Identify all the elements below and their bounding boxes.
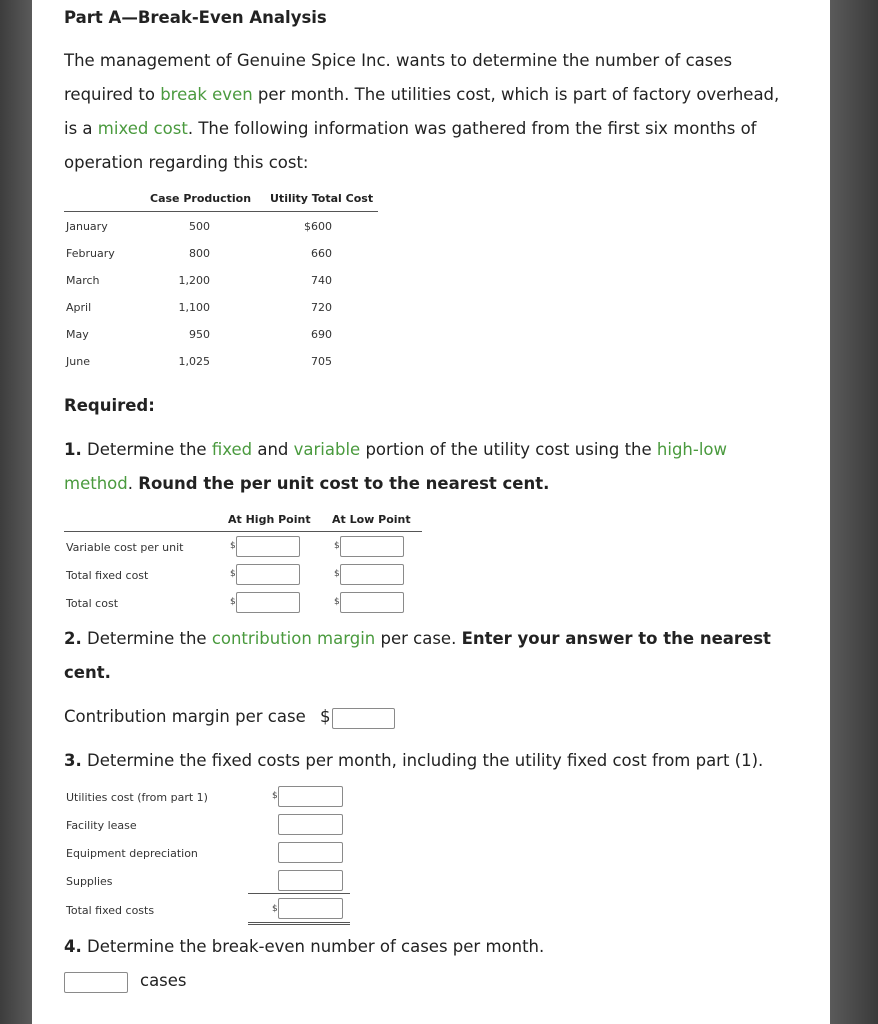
q1-text-a: Determine the <box>81 440 212 459</box>
high-low-link[interactable]: high-low <box>656 440 728 459</box>
row-cases: 500 <box>189 220 210 233</box>
row-cases: 1,100 <box>178 301 210 314</box>
intro-text-2a: required to <box>64 85 161 104</box>
currency-symbol: $ <box>272 791 278 801</box>
currency-symbol: $ <box>334 541 340 551</box>
currency-symbol: $ <box>320 707 331 726</box>
row-cases: 1,025 <box>178 355 210 368</box>
document-page <box>32 0 830 1024</box>
currency-symbol: $ <box>230 569 236 579</box>
currency-symbol: $ <box>334 597 340 607</box>
intro-text-2b: per month. The utilities cost, which is part of factory overhead, <box>252 85 780 104</box>
q1-line-1 <box>64 433 727 467</box>
row-cases: 800 <box>189 247 210 260</box>
q1-text-b: and <box>252 440 294 459</box>
row-cost: 690 <box>311 328 332 341</box>
intro-line-2 <box>64 78 779 112</box>
supplies-label: Supplies <box>66 875 113 888</box>
intro-line-1 <box>64 44 732 78</box>
break-even-link[interactable]: break even <box>160 85 253 104</box>
intro-text-4: operation regarding this cost: <box>64 153 309 172</box>
high-variable-cost-input[interactable] <box>236 536 300 557</box>
high-total-cost-input[interactable] <box>236 592 300 613</box>
q2-line-1 <box>64 622 771 656</box>
row-month: April <box>66 301 92 314</box>
q2-instruction-end: cent. <box>64 663 111 682</box>
q4-line <box>64 930 544 964</box>
q2-instruction: Enter your answer to the nearest <box>461 629 771 648</box>
total-fixed-costs-input[interactable] <box>278 898 343 919</box>
table-header-rule <box>64 211 378 212</box>
total-double-rule-1 <box>248 922 350 923</box>
row-month: January <box>66 220 108 233</box>
row-month: May <box>66 328 89 341</box>
intro-line-4 <box>64 146 309 180</box>
mixed-cost-link[interactable]: mixed cost <box>97 119 188 138</box>
right-frame <box>830 0 878 1024</box>
equipment-depreciation-label: Equipment depreciation <box>66 847 198 860</box>
required-heading: Required: <box>64 396 155 415</box>
method-link[interactable]: method <box>64 474 128 493</box>
contribution-margin-input[interactable] <box>332 708 395 729</box>
q1-instruction: Round the per unit cost to the nearest cent. <box>138 474 550 493</box>
high-fixed-cost-input[interactable] <box>236 564 300 585</box>
q1-number: 1. <box>64 440 82 459</box>
intro-line-3 <box>64 112 757 146</box>
supplies-input[interactable] <box>278 870 343 891</box>
row-cost: 705 <box>311 355 332 368</box>
row-cases: 1,200 <box>178 274 210 287</box>
q3-line <box>64 744 763 778</box>
intro-text-1: The management of Genuine Spice Inc. wants to determine the number of cases <box>64 51 733 70</box>
equipment-depreciation-input[interactable] <box>278 842 343 863</box>
cases-unit-label: cases <box>140 971 187 990</box>
variable-link[interactable]: variable <box>293 440 361 459</box>
header-case-production: Case Production <box>150 192 252 205</box>
currency-symbol: $ <box>230 597 236 607</box>
facility-lease-label: Facility lease <box>66 819 137 832</box>
q2-number: 2. <box>64 629 82 648</box>
variable-cost-label: Variable cost per unit <box>66 541 184 554</box>
q2-line-2 <box>64 656 111 690</box>
q1-line-2 <box>64 467 549 501</box>
contribution-margin-link[interactable]: contribution margin <box>211 629 376 648</box>
sum-rule <box>248 893 350 894</box>
row-cases: 950 <box>189 328 210 341</box>
q2-text-b: per case. <box>375 629 462 648</box>
left-frame <box>0 0 32 1024</box>
header-high-point: At High Point <box>228 513 311 526</box>
q2-text-a: Determine the <box>81 629 212 648</box>
break-even-cases-input[interactable] <box>64 972 128 993</box>
low-total-cost-input[interactable] <box>340 592 404 613</box>
q3-number: 3. <box>64 751 82 770</box>
intro-text-3a: is a <box>64 119 98 138</box>
utilities-cost-input[interactable] <box>278 786 343 807</box>
header-low-point: At Low Point <box>332 513 411 526</box>
row-month: March <box>66 274 100 287</box>
q4-text: Determine the break-even number of cases per month. <box>81 937 545 956</box>
currency-symbol: $ <box>272 904 278 914</box>
utilities-cost-label: Utilities cost (from part 1) <box>66 791 208 804</box>
row-cost: 660 <box>311 247 332 260</box>
header-utility-total-cost: Utility Total Cost <box>270 192 374 205</box>
row-month: June <box>66 355 90 368</box>
fixed-link[interactable]: fixed <box>211 440 253 459</box>
low-variable-cost-input[interactable] <box>340 536 404 557</box>
q4-number: 4. <box>64 937 82 956</box>
row-cost: 720 <box>311 301 332 314</box>
q3-text: Determine the fixed costs per month, including the utility fixed cost from part (1). <box>81 751 764 770</box>
total-double-rule-2 <box>248 924 350 925</box>
currency-symbol: $ <box>230 541 236 551</box>
facility-lease-input[interactable] <box>278 814 343 835</box>
row-month: February <box>66 247 115 260</box>
total-cost-label: Total cost <box>66 597 119 610</box>
row-cost: 740 <box>311 274 332 287</box>
contribution-margin-label: Contribution margin per case <box>64 707 306 726</box>
total-fixed-costs-label: Total fixed costs <box>66 904 155 917</box>
q1-text-c: portion of the utility cost using the <box>360 440 657 459</box>
q1-text-d: . <box>127 474 139 493</box>
q1-header-rule <box>64 531 422 532</box>
intro-text-3b: . The following information was gathered from the first six months of <box>187 119 757 138</box>
row-cost: $600 <box>304 220 332 233</box>
currency-symbol: $ <box>334 569 340 579</box>
total-fixed-cost-label: Total fixed cost <box>66 569 149 582</box>
low-fixed-cost-input[interactable] <box>340 564 404 585</box>
page-title: Part A—Break-Even Analysis <box>64 8 327 27</box>
